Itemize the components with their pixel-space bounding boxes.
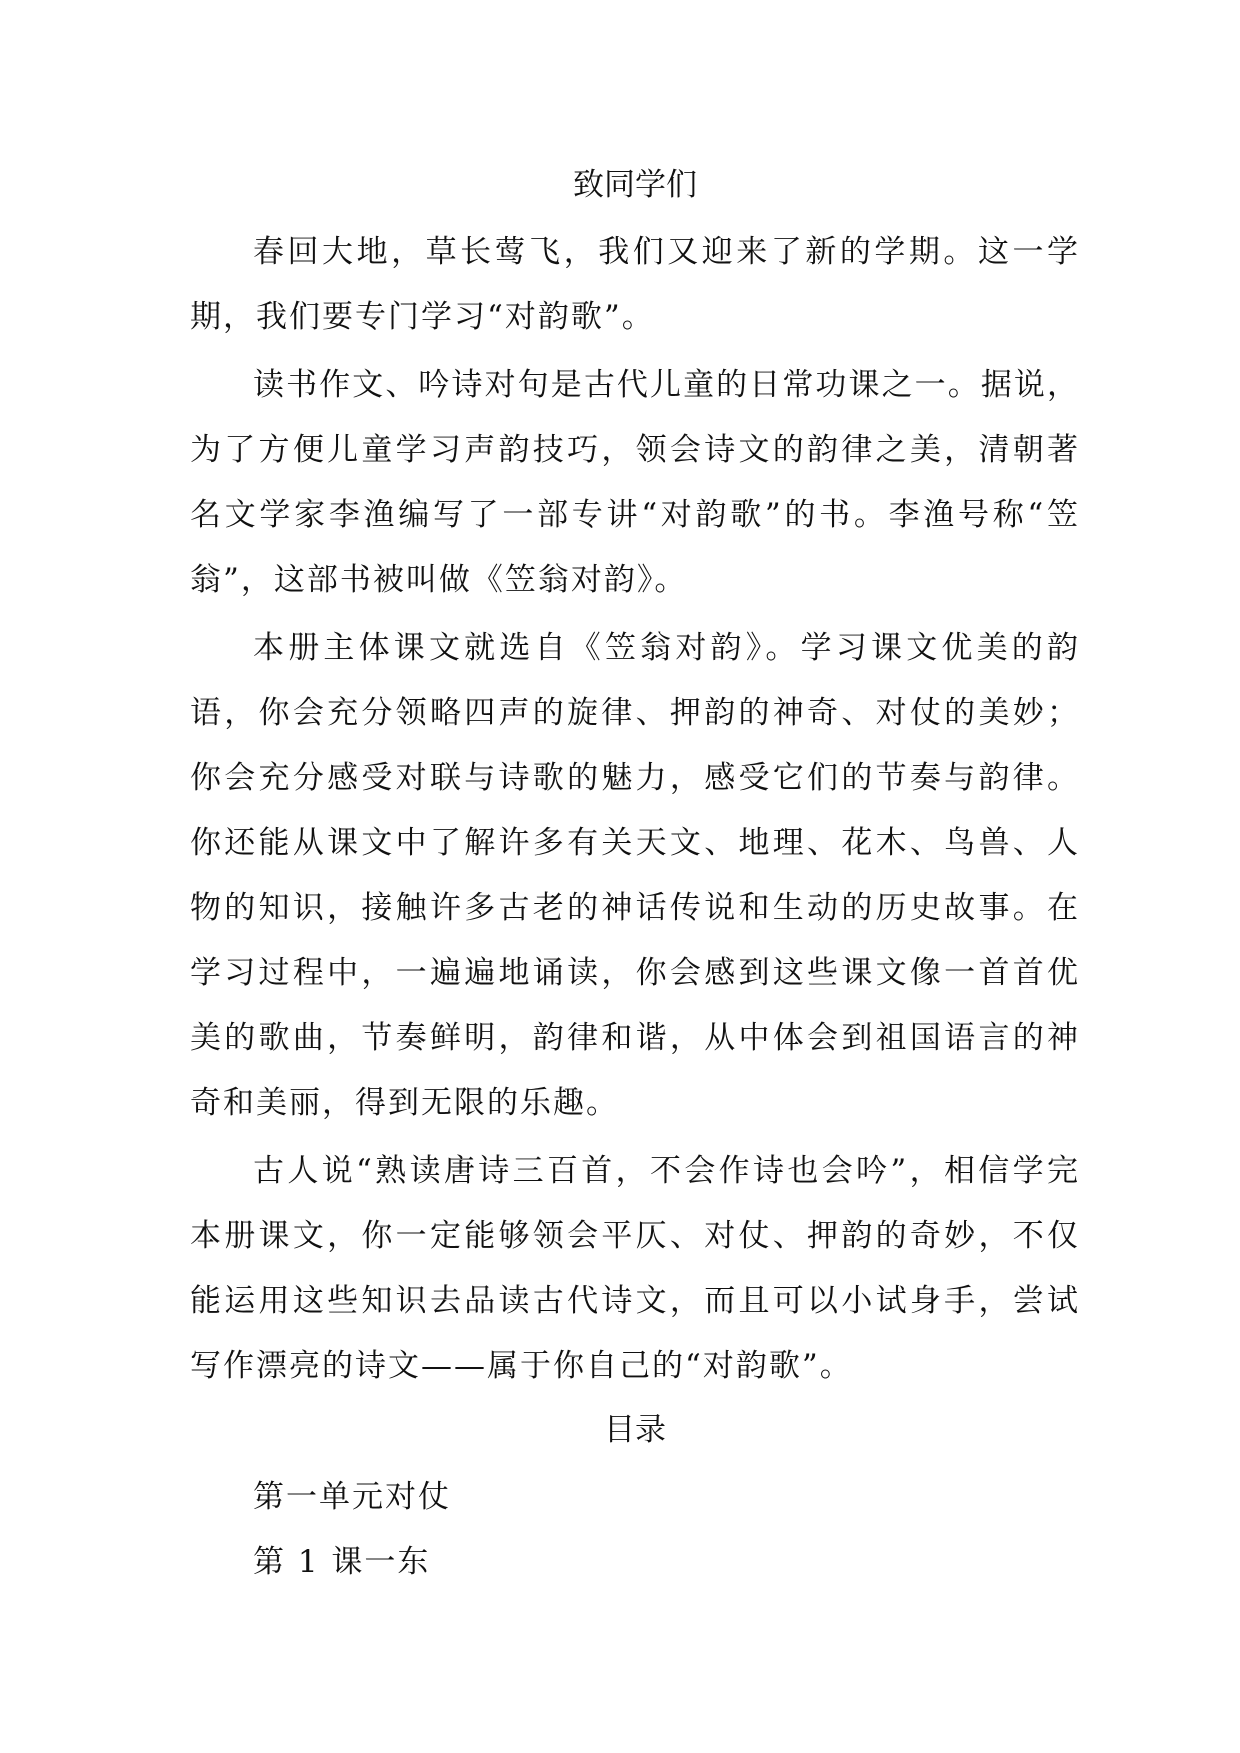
toc-item-lesson-1: 第 1 课一东 [253, 1544, 431, 1580]
document-content [190, 158, 1080, 1595]
paragraph-1: 春回大地，草长莺飞，我们又迎来了新的学期。这一学期，我们要专门学习“对韵歌”。 [190, 234, 1080, 335]
paragraph-4: 古人说“熟读唐诗三百首，不会作诗也会吟”，相信学完本册课文，你一定能够领会平仄、对仗、押韵的奇妙，不仅能运用这些知识去品读古代诗文，而且可以小试身手，尝试写作漂亮的诗文——属于你自己的“对韵歌”。 [190, 1153, 1080, 1384]
paragraph-2: 读书作文、吟诗对句是古代儿童的日常功课之一。据说，为了方便儿童学习声韵技巧，领会诗文的韵律之美，清朝著名文学家李渔编写了一部专讲“对韵歌”的书。李渔号称“笠翁”，这部书被叫做《笠翁对韵》。 [190, 367, 1080, 598]
paragraph-3: 本册主体课文就选自《笠翁对韵》。学习课文优美的韵语，你会充分领略四声的旋律、押韵的神奇、对仗的美妙；你会充分感受对联与诗歌的魅力，感受它们的节奏与韵律。你还能从课文中了解许多有关天文、地理、花木、鸟兽、人物的知识，接触许多古老的神话传说和生动的历史故事。在学习过程中，一遍遍地诵读，你会感到这些课文像一首首优美的歌曲，节奏鲜明，韵律和谐，从中体会到祖国语言的神奇和美丽，得到无限的乐趣。 [190, 630, 1080, 1121]
toc-item-unit-1: 第一单元对仗 [253, 1479, 451, 1515]
page-title: 致同学们 [573, 167, 697, 203]
table-of-contents [190, 1465, 1080, 1595]
toc-title: 目录 [604, 1412, 666, 1448]
